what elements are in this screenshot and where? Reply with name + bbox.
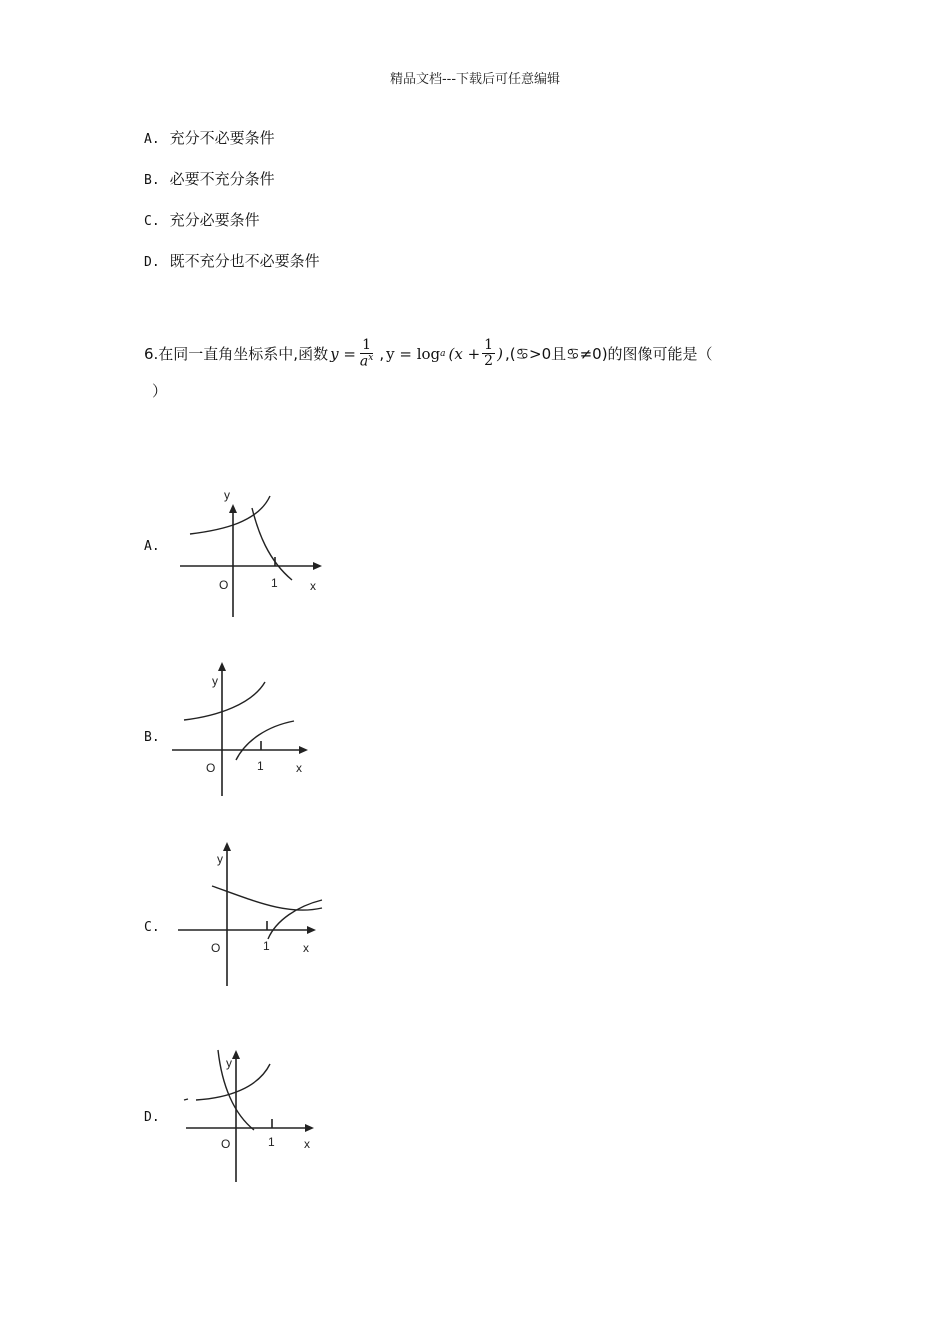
graph-d-label[interactable]: D.	[144, 1110, 160, 1125]
origin-label: O	[219, 578, 229, 592]
y-axis-arrow-icon	[229, 504, 237, 513]
x-axis-label: x	[296, 761, 302, 775]
option-b[interactable]	[144, 168, 275, 189]
option-letter: D.	[144, 255, 160, 270]
origin-label: O	[206, 761, 216, 775]
x-axis-label: x	[304, 1137, 310, 1151]
graph-a[interactable]	[168, 462, 328, 628]
x-axis-label: x	[310, 579, 316, 593]
option-text: 既不充分也不必要条件	[169, 252, 320, 270]
y-axis-label: y	[217, 852, 223, 866]
graph-a-label[interactable]: A.	[144, 539, 160, 554]
y-axis-label: y	[224, 488, 230, 502]
log-curve	[268, 900, 322, 939]
formula-exponential	[330, 338, 377, 369]
tick-label-1: 1	[271, 576, 278, 590]
x-axis-arrow-icon	[307, 926, 316, 934]
question-suffix: ,(♋>0且♋≠0)的图像可能是（	[504, 345, 713, 364]
graph-c-label[interactable]: C.	[144, 920, 160, 935]
option-letter: C.	[144, 214, 160, 229]
argument-open: (x +	[448, 344, 481, 363]
y-axis-arrow-icon	[223, 842, 231, 851]
base: a	[359, 353, 369, 370]
formula-logarithm	[386, 338, 503, 368]
option-a[interactable]	[144, 127, 275, 148]
log-base: a	[440, 348, 446, 359]
tick-label-1: 1	[263, 939, 270, 953]
option-text: 充分必要条件	[169, 211, 260, 229]
origin-label: O	[211, 941, 221, 955]
separator: ,	[379, 344, 385, 363]
y-axis-arrow-icon	[232, 1050, 240, 1059]
fraction	[358, 338, 375, 369]
option-text: 充分不必要条件	[169, 129, 275, 147]
fraction	[482, 338, 495, 368]
y-axis-arrow-icon	[218, 662, 226, 671]
tick-label-1: 1	[268, 1135, 275, 1149]
option-d[interactable]	[144, 250, 320, 271]
graph-b[interactable]	[168, 652, 328, 800]
log-curve	[252, 508, 292, 580]
formula-lhs: y = log	[386, 344, 441, 363]
exponential-curve	[184, 682, 265, 720]
y-axis-label: y	[212, 674, 218, 688]
option-c[interactable]	[144, 209, 260, 230]
origin-label: O	[221, 1137, 231, 1151]
option-text: 必要不充分条件	[169, 170, 275, 188]
tick-label-1: 1	[257, 759, 264, 773]
page-header: 精品文档---下载后可任意编辑	[389, 72, 561, 87]
y-axis-label: y	[226, 1056, 232, 1070]
numerator: 1	[484, 337, 494, 354]
question-prefix: 6.在同一直角坐标系中,函数	[144, 345, 329, 364]
option-letter: B.	[144, 173, 160, 188]
x-axis-arrow-icon	[313, 562, 322, 570]
graph-d[interactable]	[176, 1040, 326, 1186]
numerator: 1	[362, 337, 372, 353]
question-6-stem	[144, 338, 713, 369]
graph-c[interactable]	[172, 836, 326, 992]
denominator	[358, 354, 375, 369]
log-curve	[236, 721, 294, 760]
x-axis-arrow-icon	[305, 1124, 314, 1132]
question-close-paren: ）	[152, 382, 168, 400]
x-axis-label: x	[303, 941, 309, 955]
exponential-curve	[212, 886, 322, 910]
graph-b-label[interactable]: B.	[144, 730, 160, 745]
option-letter: A.	[144, 132, 160, 147]
x-axis-arrow-icon	[299, 746, 308, 754]
exponent: x	[368, 352, 374, 363]
denominator: 2	[484, 353, 494, 370]
formula-lhs: y =	[330, 344, 356, 363]
argument-close: )	[497, 344, 503, 363]
